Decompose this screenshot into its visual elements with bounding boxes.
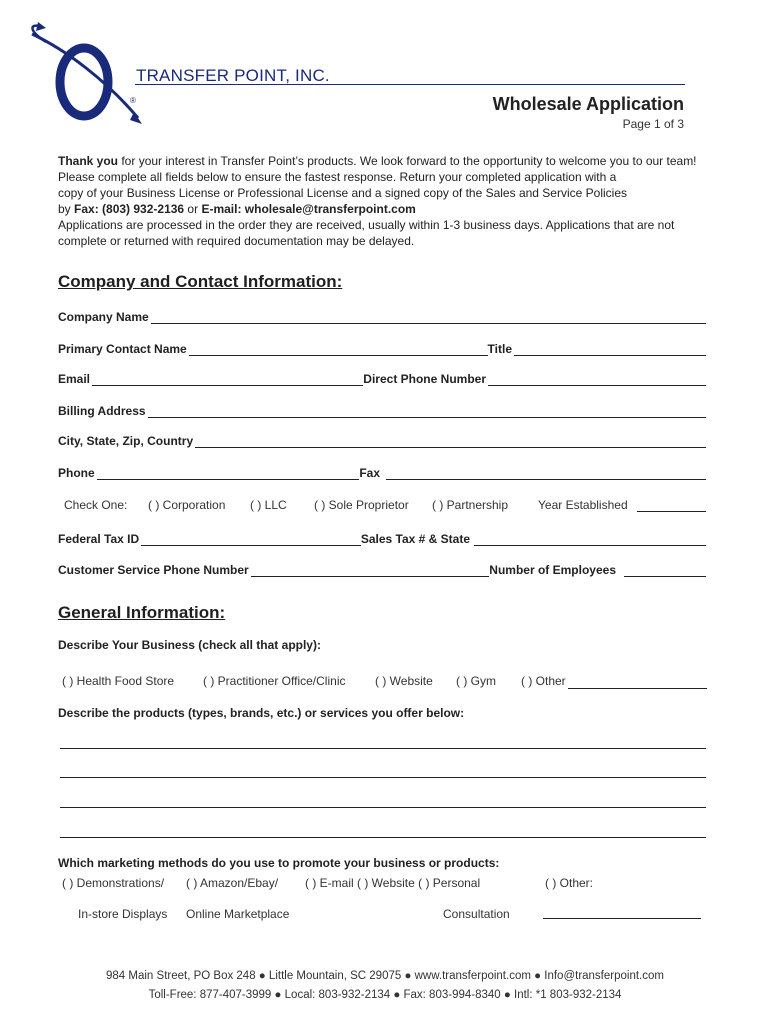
city-state-row [58,432,706,448]
amazon-option-cont: Online Marketplace [186,907,290,921]
billing-address-label: Billing Address [58,404,146,418]
intro-by: by [58,202,75,216]
check-one-label: Check One: [64,498,128,512]
phone-row [58,464,706,480]
demonstrations-option-cont: In-store Displays [78,907,168,921]
describe-business-label: Describe Your Business (check all that apply): [58,638,321,652]
phone-label: Phone [58,466,95,480]
customer-service-field[interactable] [251,564,490,577]
registered-mark: ® [130,96,136,105]
email-label: Email [58,372,91,386]
sales-tax-label: Sales Tax # & State [360,532,470,546]
federal-tax-field[interactable] [141,533,361,546]
email-contact: E-mail: wholesale@transferpoint.com [201,202,416,216]
email-field[interactable] [92,373,363,386]
year-established-field[interactable] [637,511,706,512]
health-food-option[interactable]: ( ) Health Food Store [62,674,175,688]
thank-you-text: Thank you [58,154,119,168]
phone-field[interactable] [97,467,360,480]
marketing-other-field[interactable] [543,918,701,919]
year-established-label: Year Established [538,498,628,512]
partnership-option[interactable]: ( ) Partnership [432,498,509,512]
direct-phone-field[interactable] [488,373,706,386]
primary-contact-row [58,340,706,356]
describe-products-label: Describe the products (types, brands, etc.) or services you offer below: [58,706,465,720]
company-logo [26,20,146,130]
footer-address: 984 Main Street, PO Box 248 ● Little Mountain, SC 29075 ● www.transferpoint.com ● Info@transferpoint.com [106,970,664,982]
document-title: Wholesale Application [492,94,684,114]
other-field[interactable] [568,688,707,689]
products-line-2[interactable] [60,777,706,778]
demonstrations-option[interactable]: ( ) Demonstrations/ [62,876,165,890]
intro-line-3: copy of your Business License or Professional License and a signed copy of the Sales and Service Policies [58,186,627,200]
products-line-3[interactable] [60,807,706,808]
billing-address-field[interactable] [148,405,706,418]
tax-row [58,530,706,546]
marketing-question: Which marketing methods do you use to promote your business or products: [58,856,500,870]
billing-address-row [58,402,706,418]
direct-phone-label: Direct Phone Number [363,372,486,386]
intro-line-5: Applications are processed in the order they are received, usually within 1-3 business days. Applications that are not [58,218,675,232]
city-state-field[interactable] [195,435,706,448]
intro-line-6: complete or returned with required documentation may be delayed. [58,234,415,248]
company-name: TRANSFER POINT, INC. [136,66,330,85]
general-section-heading: General Information: [58,603,226,622]
email-row [58,370,706,386]
fax-contact: Fax: (803) 932-2136 [74,202,185,216]
primary-contact-label: Primary Contact Name [58,342,187,356]
company-section-heading: Company and Contact Information: [58,272,343,291]
marketing-other-option[interactable]: ( ) Other: [545,876,594,890]
footer-phones: Toll-Free: 877-407-3999 ● Local: 803-932-2134 ● Fax: 803-994-8340 ● Intl: *1 803-932-2134 [148,989,622,1001]
amazon-option[interactable]: ( ) Amazon/Ebay/ [186,876,279,890]
company-name-row [58,308,706,324]
primary-contact-field[interactable] [189,343,488,356]
num-employees-field[interactable] [624,564,706,577]
header-rule [135,84,685,85]
page-indicator: Page 1 of 3 [622,117,684,131]
website-option[interactable]: ( ) Website [375,674,433,688]
company-name-field[interactable] [151,311,706,324]
intro-line-1: for your interest in Transfer Point’s products. We look forward to the opportunity to welcome you to our team! [118,154,697,168]
intro-or: or [184,202,202,216]
practitioner-option[interactable]: ( ) Practitioner Office/Clinic [203,674,346,688]
corporation-option[interactable]: ( ) Corporation [148,498,226,512]
other-option[interactable]: ( ) Other [521,674,566,688]
num-employees-label: Number of Employees [489,563,616,577]
gym-option[interactable]: ( ) Gym [456,674,496,688]
customer-service-row [58,561,706,577]
company-name-label: Company Name [58,310,149,324]
intro-paragraph [58,153,738,249]
federal-tax-label: Federal Tax ID [58,532,140,546]
title-field[interactable] [514,343,706,356]
fax-label: Fax [359,466,380,480]
llc-option[interactable]: ( ) LLC [250,498,287,512]
sole-proprietor-option[interactable]: ( ) Sole Proprietor [314,498,409,512]
sales-tax-field[interactable] [474,533,706,546]
email-website-personal-options[interactable]: ( ) E-mail ( ) Website ( ) Personal [305,876,481,890]
intro-line-2: Please complete all fields below to ensure the fastest response. Return your completed application with a [58,170,617,184]
fax-field[interactable] [386,467,706,480]
title-label: Title [487,342,512,356]
customer-service-label: Customer Service Phone Number [58,563,249,577]
consultation-option-cont: Consultation [443,907,510,921]
products-line-4[interactable] [60,837,706,838]
city-state-label: City, State, Zip, Country [58,434,194,448]
products-line-1[interactable] [60,748,706,749]
